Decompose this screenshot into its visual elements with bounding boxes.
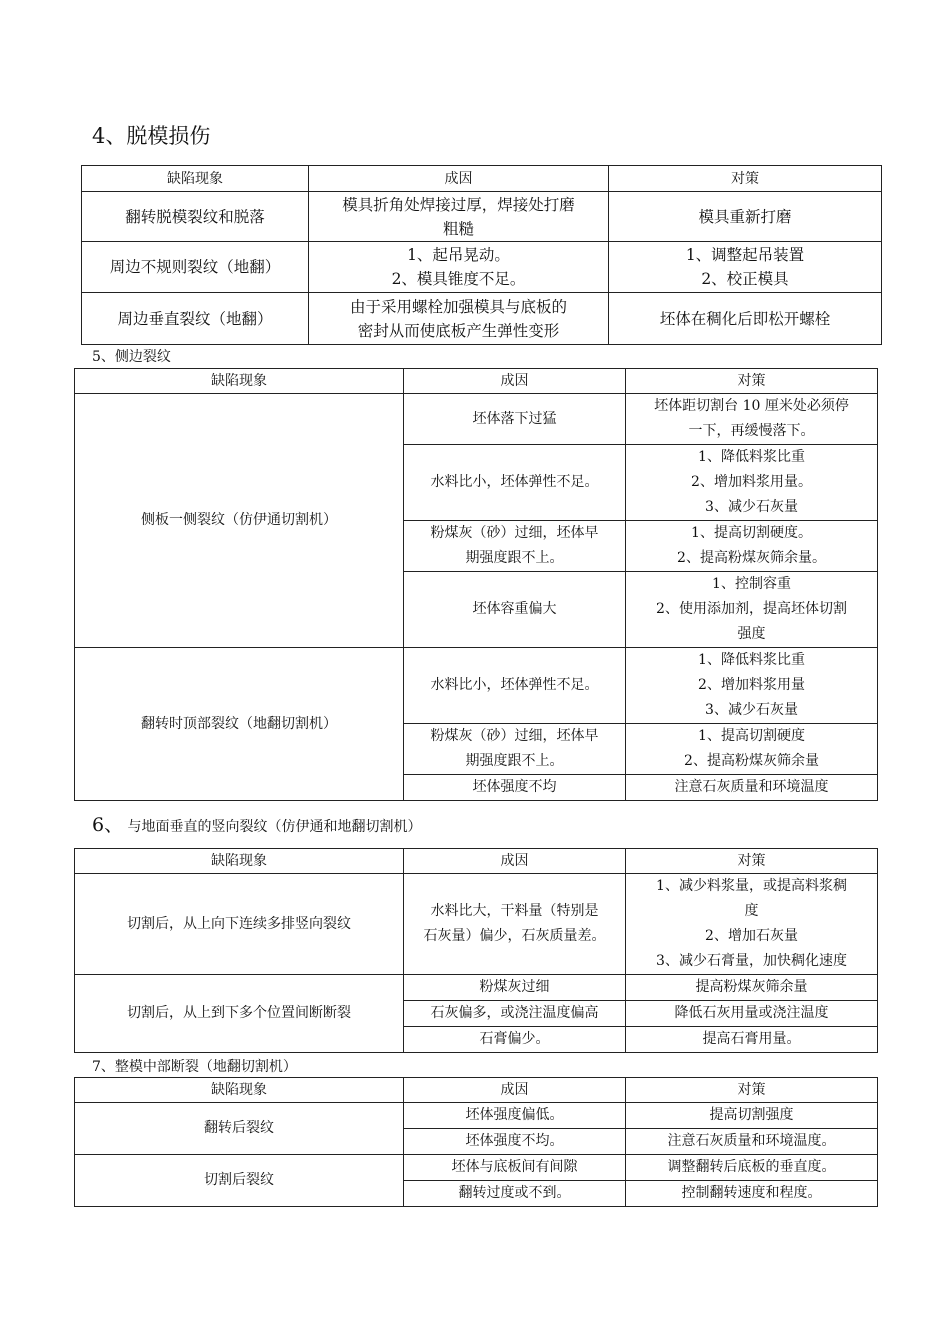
fix-cell: 1、提高切割硬度 2、提高粉煤灰筛余量 — [626, 724, 878, 775]
fix-cell: 1、提高切割硬度。 2、提高粉煤灰筛余量。 — [626, 521, 878, 572]
fix-cell: 1、控制容重 2、使用添加剂，提高坯体切割 强度 — [626, 572, 878, 648]
defect-cell: 翻转时顶部裂纹（地翻切割机） — [75, 648, 404, 801]
cause-cell: 坯体强度不均。 — [404, 1129, 626, 1155]
fix-cell: 1、降低料浆比重 2、增加料浆用量。 3、减少石灰量 — [626, 445, 878, 521]
section4-table — [81, 165, 882, 345]
header-fix: 对策 — [609, 166, 882, 192]
cause-cell: 模具折角处焊接过厚，焊接处打磨 粗糙 — [309, 192, 609, 242]
defect-cell: 切割后，从上向下连续多排竖向裂纹 — [75, 874, 404, 975]
cause-cell: 坯体强度偏低。 — [404, 1103, 626, 1129]
section6-title — [92, 810, 422, 837]
cause-cell: 石灰偏多，或浇注温度偏高 — [404, 1001, 626, 1027]
table-row — [75, 975, 878, 1001]
table-row — [75, 1103, 878, 1129]
fix-cell: 坯体在稠化后即松开螺栓 — [609, 293, 882, 345]
fix-cell: 提高石膏用量。 — [626, 1027, 878, 1053]
fix-cell: 1、减少料浆量，或提高料浆稠 度 2、增加石灰量 3、减少石膏量，加快稠化速度 — [626, 874, 878, 975]
cause-cell: 由于采用螺栓加强模具与底板的 密封从而使底板产生弹性变形 — [309, 293, 609, 345]
defect-cell: 切割后，从上到下多个位置间断断裂 — [75, 975, 404, 1053]
header-defect: 缺陷现象 — [75, 849, 404, 874]
section7-table — [74, 1077, 878, 1207]
section6-title-text: 与地面垂直的竖向裂纹（仿伊通和地翻切割机） — [127, 819, 422, 835]
cause-cell: 坯体与底板间有间隙 — [404, 1155, 626, 1181]
fix-cell: 模具重新打磨 — [609, 192, 882, 242]
section7-title: 7、整模中部断裂（地翻切割机） — [92, 1059, 297, 1075]
section6-title-number: 6、 — [92, 814, 124, 836]
section5-table — [74, 368, 878, 801]
fix-cell: 注意石灰质量和环境温度 — [626, 775, 878, 801]
header-defect: 缺陷现象 — [82, 166, 309, 192]
fix-cell: 注意石灰质量和环境温度。 — [626, 1129, 878, 1155]
cause-cell: 粉煤灰过细 — [404, 975, 626, 1001]
cause-cell: 水料比小，坯体弹性不足。 — [404, 648, 626, 724]
table-row — [82, 192, 882, 242]
table-row — [82, 242, 882, 293]
cause-cell: 粉煤灰（砂）过细，坯体早 期强度跟不上。 — [404, 521, 626, 572]
fix-cell: 降低石灰用量或浇注温度 — [626, 1001, 878, 1027]
fix-cell: 1、调整起吊装置 2、校正模具 — [609, 242, 882, 293]
defect-cell: 侧板一侧裂纹（仿伊通切割机） — [75, 394, 404, 648]
header-fix: 对策 — [626, 1078, 878, 1103]
table-row — [75, 874, 878, 975]
defect-cell: 切割后裂纹 — [75, 1155, 404, 1207]
cause-cell: 水料比大，干料量（特别是 石灰量）偏少，石灰质量差。 — [404, 874, 626, 975]
fix-cell: 控制翻转速度和程度。 — [626, 1181, 878, 1207]
header-fix: 对策 — [626, 849, 878, 874]
table-row — [75, 1155, 878, 1181]
cause-cell: 翻转过度或不到。 — [404, 1181, 626, 1207]
fix-cell: 提高粉煤灰筛余量 — [626, 975, 878, 1001]
defect-cell: 周边不规则裂纹（地翻） — [82, 242, 309, 293]
cause-cell: 坯体容重偏大 — [404, 572, 626, 648]
section4-title: 4、脱模损伤 — [92, 124, 211, 148]
cause-cell: 坯体强度不均 — [404, 775, 626, 801]
cause-cell: 石膏偏少。 — [404, 1027, 626, 1053]
defect-cell: 周边垂直裂纹（地翻） — [82, 293, 309, 345]
header-defect: 缺陷现象 — [75, 369, 404, 394]
cause-cell: 1、起吊晃动。 2、模具锥度不足。 — [309, 242, 609, 293]
section5-title: 5、侧边裂纹 — [92, 349, 171, 365]
table-row — [75, 394, 878, 445]
table-row — [82, 293, 882, 345]
header-cause: 成因 — [309, 166, 609, 192]
table-row — [75, 648, 878, 724]
fix-cell: 坯体距切割台 10 厘米处必须停 一下，再缓慢落下。 — [626, 394, 878, 445]
cause-cell: 水料比小，坯体弹性不足。 — [404, 445, 626, 521]
header-cause: 成因 — [404, 849, 626, 874]
fix-cell: 提高切割强度 — [626, 1103, 878, 1129]
header-cause: 成因 — [404, 369, 626, 394]
defect-cell: 翻转脱模裂纹和脱落 — [82, 192, 309, 242]
header-cause: 成因 — [404, 1078, 626, 1103]
header-defect: 缺陷现象 — [75, 1078, 404, 1103]
fix-cell: 1、降低料浆比重 2、增加料浆用量 3、减少石灰量 — [626, 648, 878, 724]
cause-cell: 粉煤灰（砂）过细，坯体早 期强度跟不上。 — [404, 724, 626, 775]
section6-table — [74, 848, 878, 1053]
defect-cell: 翻转后裂纹 — [75, 1103, 404, 1155]
fix-cell: 调整翻转后底板的垂直度。 — [626, 1155, 878, 1181]
header-fix: 对策 — [626, 369, 878, 394]
cause-cell: 坯体落下过猛 — [404, 394, 626, 445]
